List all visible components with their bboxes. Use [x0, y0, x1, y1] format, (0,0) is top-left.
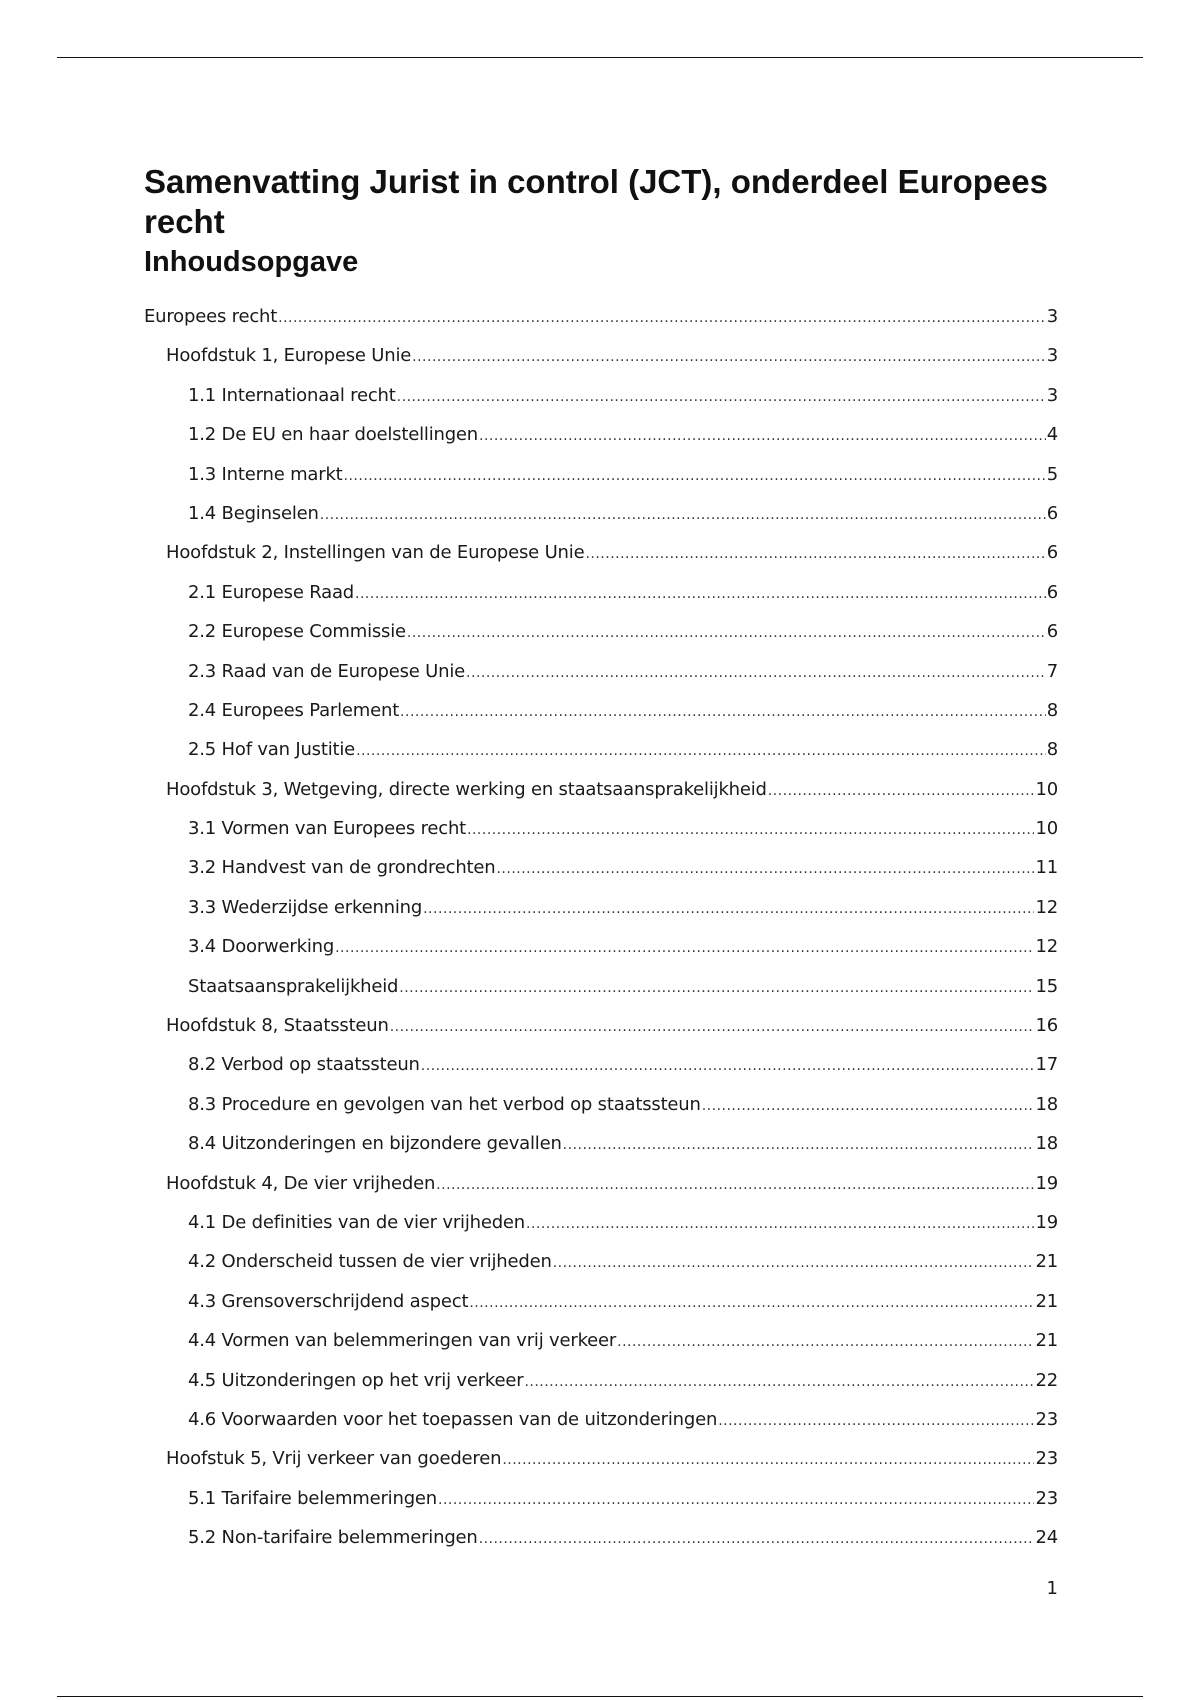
toc-entry[interactable] — [144, 1479, 1058, 1518]
toc-dot-leader — [344, 457, 1046, 496]
toc-dot-leader — [702, 1087, 1035, 1126]
toc-entry[interactable] — [144, 730, 1058, 769]
toc-entry[interactable] — [144, 888, 1058, 927]
toc-entry-title: 8.3 Procedure en gevolgen van het verbod op staatssteun — [188, 1093, 701, 1115]
toc-entry[interactable] — [144, 1203, 1058, 1242]
toc-dot-leader — [421, 1047, 1035, 1086]
toc-entry[interactable] — [144, 652, 1058, 691]
toc-entry[interactable] — [144, 573, 1058, 612]
toc-entry-page: 5 — [1046, 463, 1058, 485]
toc-entry-title: 3.1 Vormen van Europees recht — [188, 818, 467, 840]
toc-entry-title: 2.2 Europese Commissie — [188, 621, 406, 643]
toc-entry-title: Hoofdstuk 1, Europese Unie — [166, 345, 412, 367]
toc-entry[interactable] — [144, 376, 1058, 415]
toc-dot-leader — [479, 1520, 1035, 1559]
toc-entry-page: 17 — [1035, 1054, 1058, 1076]
toc-entry-title: Hoofdstuk 4, De vier vrijheden — [166, 1172, 436, 1194]
toc-dot-leader — [438, 1481, 1034, 1520]
toc-dot-leader — [718, 1402, 1034, 1441]
toc-entry-page: 24 — [1035, 1527, 1058, 1549]
toc-entry-page: 21 — [1035, 1290, 1058, 1312]
toc-entry-title: 3.2 Handvest van de grondrechten — [188, 857, 496, 879]
toc-dot-leader — [397, 378, 1046, 417]
toc-entry-page: 12 — [1035, 936, 1058, 958]
toc-entry[interactable] — [144, 1282, 1058, 1321]
toc-entry[interactable] — [144, 1006, 1058, 1045]
toc-entry-page: 6 — [1046, 502, 1058, 524]
toc-entry-page: 8 — [1046, 699, 1058, 721]
toc-entry[interactable] — [144, 770, 1058, 809]
toc-entry-title: Hoofdstuk 8, Staatssteun — [166, 1015, 389, 1037]
toc-entry-page: 23 — [1035, 1448, 1058, 1470]
toc-entry[interactable] — [144, 1400, 1058, 1439]
toc-entry-title: 5.2 Non-tarifaire belemmeringen — [188, 1527, 478, 1549]
toc-entry-page: 18 — [1035, 1133, 1058, 1155]
toc-entry-page: 4 — [1046, 424, 1058, 446]
toc-dot-leader — [553, 1244, 1035, 1283]
document-title: Samenvatting Jurist in control (JCT), onderdeel Europees recht — [144, 163, 1048, 240]
toc-entry-title: 2.3 Raad van de Europese Unie — [188, 660, 466, 682]
toc-entry[interactable] — [144, 612, 1058, 651]
toc-entry-page: 8 — [1046, 739, 1058, 761]
toc-entry-page: 19 — [1035, 1172, 1058, 1194]
toc-entry-page: 3 — [1046, 345, 1058, 367]
toc-entry[interactable] — [144, 1321, 1058, 1360]
toc-dot-leader — [423, 890, 1034, 929]
toc-entry-title: 4.6 Voorwaarden voor het toepassen van de uitzonderingen — [188, 1408, 718, 1430]
toc-entry-title: 4.2 Onderscheid tussen de vier vrijheden — [188, 1251, 552, 1273]
toc-entry-title: 1.3 Interne markt — [188, 463, 343, 485]
toc-dot-leader — [355, 575, 1046, 614]
toc-entry[interactable] — [144, 691, 1058, 730]
toc-dot-leader — [467, 811, 1034, 850]
toc-dot-leader — [412, 338, 1046, 377]
toc-entry-page: 3 — [1046, 384, 1058, 406]
toc-dot-leader — [563, 1126, 1035, 1165]
toc-entry-title: Hoofstuk 5, Vrij verkeer van goederen — [166, 1448, 502, 1470]
toc-entry[interactable] — [144, 1045, 1058, 1084]
toc-entry-title: 2.1 Europese Raad — [188, 581, 355, 603]
toc-entry-page: 11 — [1035, 857, 1058, 879]
toc-entry-title: Staatsaansprakelijkheid — [188, 975, 399, 997]
toc-dot-leader — [466, 654, 1046, 693]
toc-entry[interactable] — [144, 415, 1058, 454]
toc-entry-page: 10 — [1035, 818, 1058, 840]
toc-entry[interactable] — [144, 967, 1058, 1006]
toc-entry-page: 3 — [1046, 306, 1058, 327]
toc-entry-page: 6 — [1046, 542, 1058, 564]
toc-dot-leader — [390, 1008, 1035, 1047]
toc-entry-title: Europees recht — [144, 306, 278, 327]
toc-entry[interactable] — [144, 1439, 1058, 1478]
toc-entry-title: 1.4 Beginselen — [188, 502, 319, 524]
toc-dot-leader — [356, 732, 1046, 771]
toc-entry[interactable] — [144, 297, 1058, 336]
toc-entry-page: 12 — [1035, 896, 1058, 918]
toc-entry-page: 23 — [1035, 1408, 1058, 1430]
toc-dot-leader — [526, 1205, 1034, 1244]
toc-entry-page: 19 — [1035, 1211, 1058, 1233]
toc-entry-page: 23 — [1035, 1487, 1058, 1509]
toc-entry[interactable] — [144, 1164, 1058, 1203]
toc-entry[interactable] — [144, 336, 1058, 375]
toc-entry[interactable] — [144, 809, 1058, 848]
toc-entry-page: 22 — [1035, 1369, 1058, 1391]
toc-entry-page: 21 — [1035, 1330, 1058, 1352]
toc-dot-leader — [407, 614, 1046, 653]
toc-entry-page: 6 — [1046, 581, 1058, 603]
toc-entry-page: 15 — [1035, 975, 1058, 997]
toc-entry-title: 4.5 Uitzonderingen op het vrij verkeer — [188, 1369, 524, 1391]
toc-entry[interactable] — [144, 1242, 1058, 1281]
toc-entry-title: 4.4 Vormen van belemmeringen van vrij verkeer — [188, 1330, 617, 1352]
table-of-contents — [144, 297, 1058, 1558]
toc-entry-page: 7 — [1046, 660, 1058, 682]
toc-heading: Inhoudsopgave — [144, 246, 359, 278]
toc-entry[interactable] — [144, 533, 1058, 572]
toc-dot-leader — [436, 1166, 1034, 1205]
page-number: 1 — [1046, 1578, 1058, 1599]
toc-entry-page: 18 — [1035, 1093, 1058, 1115]
toc-entry-title: 2.4 Europees Parlement — [188, 699, 400, 721]
toc-entry-title: 3.3 Wederzijdse erkenning — [188, 896, 423, 918]
toc-entry[interactable] — [144, 1518, 1058, 1557]
toc-dot-leader — [768, 772, 1035, 811]
toc-entry[interactable] — [144, 1361, 1058, 1400]
toc-entry[interactable] — [144, 927, 1058, 966]
toc-entry-page: 16 — [1035, 1015, 1058, 1037]
toc-entry-title: Hoofdstuk 2, Instellingen van de Europese Unie — [166, 542, 585, 564]
toc-entry[interactable] — [144, 1124, 1058, 1163]
toc-entry-title: Hoofdstuk 3, Wetgeving, directe werking en staatsaansprakelijkheid — [166, 778, 767, 800]
toc-dot-leader — [496, 850, 1034, 889]
toc-entry-title: 1.2 De EU en haar doelstellingen — [188, 424, 479, 446]
toc-entry-page: 6 — [1046, 621, 1058, 643]
toc-entry[interactable] — [144, 848, 1058, 887]
toc-dot-leader — [617, 1323, 1034, 1362]
document-header — [144, 162, 1058, 282]
header-rule — [57, 57, 1143, 58]
toc-entry-title: 1.1 Internationaal recht — [188, 384, 396, 406]
toc-dot-leader — [335, 929, 1034, 968]
toc-dot-leader — [524, 1363, 1034, 1402]
toc-dot-leader — [399, 969, 1034, 1008]
toc-entry-title: 4.3 Grensoverschrijdend aspect — [188, 1290, 469, 1312]
toc-entry-title: 2.5 Hof van Justitie — [188, 739, 356, 761]
toc-entry[interactable] — [144, 494, 1058, 533]
toc-entry-title: 8.4 Uitzonderingen en bijzondere gevallen — [188, 1133, 562, 1155]
toc-dot-leader — [585, 535, 1045, 574]
toc-entry-title: 4.1 De definities van de vier vrijheden — [188, 1211, 526, 1233]
toc-dot-leader — [278, 299, 1046, 338]
toc-entry[interactable] — [144, 1085, 1058, 1124]
footer-rule — [57, 1696, 1143, 1697]
toc-dot-leader — [400, 693, 1046, 732]
toc-dot-leader — [320, 496, 1046, 535]
toc-entry[interactable] — [144, 455, 1058, 494]
toc-entry-title: 8.2 Verbod op staatssteun — [188, 1054, 420, 1076]
toc-entry-page: 21 — [1035, 1251, 1058, 1273]
toc-dot-leader — [469, 1284, 1034, 1323]
toc-dot-leader — [479, 417, 1046, 456]
toc-dot-leader — [502, 1441, 1034, 1480]
toc-entry-title: 3.4 Doorwerking — [188, 936, 335, 958]
toc-entry-title: 5.1 Tarifaire belemmeringen — [188, 1487, 437, 1509]
toc-entry-page: 10 — [1035, 778, 1058, 800]
